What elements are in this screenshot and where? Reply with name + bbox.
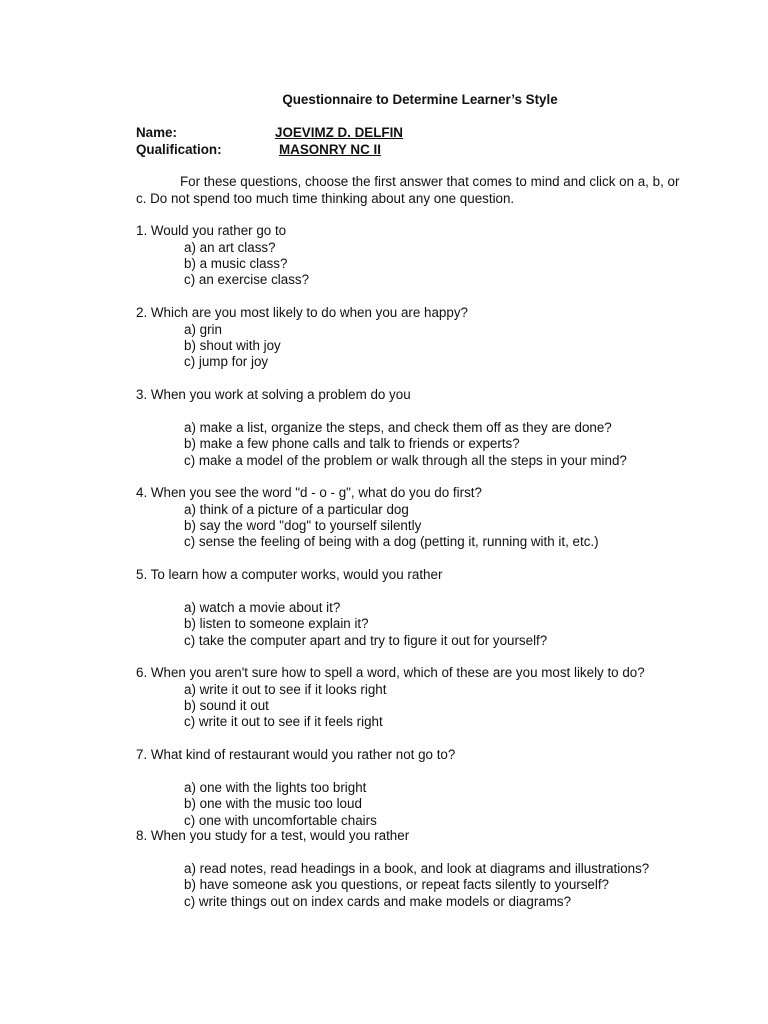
question-7 bbox=[136, 747, 455, 829]
option-a[interactable]: a) make a list, organize the steps, and check them off as they are done? bbox=[184, 420, 612, 435]
document-title: Questionnaire to Determine Learner’s Style bbox=[282, 92, 558, 107]
question-4 bbox=[136, 485, 599, 550]
option-b[interactable]: b) one with the music too loud bbox=[184, 796, 362, 812]
option-c[interactable]: c) take the computer apart and try to figure it out for yourself? bbox=[184, 632, 548, 648]
option-b[interactable]: b) listen to someone explain it? bbox=[184, 616, 369, 632]
option-list bbox=[136, 682, 645, 731]
option-a[interactable]: a) read notes, read headings in a book, and look at diagrams and illustrations? bbox=[184, 861, 650, 876]
option-a[interactable]: a) watch a movie about it? bbox=[184, 600, 341, 615]
option-c[interactable]: c) jump for joy bbox=[184, 354, 269, 370]
question-6 bbox=[136, 665, 645, 730]
instructions-paragraph: For these questions, choose the first answer that comes to mind and click on a, b, or c. Do not spend too much time thinking about any one question. bbox=[136, 174, 680, 206]
option-c[interactable]: c) sense the feeling of being with a dog (petting it, running with it, etc.) bbox=[184, 534, 599, 550]
qualification-value: MASONRY NC II bbox=[279, 142, 381, 157]
option-b[interactable]: b) have someone ask you questions, or repeat facts silently to yourself? bbox=[184, 877, 610, 893]
option-c[interactable]: c) one with uncomfortable chairs bbox=[184, 812, 377, 828]
option-c[interactable]: c) write it out to see if it feels right bbox=[184, 714, 383, 730]
question-stem: 6. When you aren't sure how to spell a word, which of these are you most likely to do? bbox=[136, 665, 645, 680]
option-list bbox=[136, 780, 455, 829]
option-a[interactable]: a) think of a picture of a particular dog bbox=[184, 501, 409, 517]
option-a[interactable]: a) write it out to see if it looks right bbox=[184, 681, 387, 697]
question-5 bbox=[136, 567, 547, 649]
option-b[interactable]: b) a music class? bbox=[184, 255, 288, 271]
qualification-label: Qualification: bbox=[136, 142, 222, 157]
option-b[interactable]: b) sound it out bbox=[184, 697, 269, 713]
option-b[interactable]: b) shout with joy bbox=[184, 337, 281, 353]
question-8 bbox=[136, 828, 649, 910]
question-stem: 4. When you see the word "d - o - g", what do you do first? bbox=[136, 485, 482, 500]
option-a[interactable]: a) grin bbox=[184, 321, 222, 337]
question-stem: 2. Which are you most likely to do when you are happy? bbox=[136, 305, 468, 320]
question-3 bbox=[136, 387, 627, 469]
question-stem: 1. Would you rather go to bbox=[136, 223, 287, 238]
name-label: Name: bbox=[136, 125, 177, 140]
option-a[interactable]: a) one with the lights too bright bbox=[184, 780, 367, 795]
option-list bbox=[136, 240, 309, 289]
option-b[interactable]: b) make a few phone calls and talk to friends or experts? bbox=[184, 436, 520, 452]
question-stem: 7. What kind of restaurant would you rather not go to? bbox=[136, 747, 456, 762]
option-c[interactable]: c) an exercise class? bbox=[184, 272, 310, 288]
option-list bbox=[136, 420, 627, 469]
name-value: JOEVIMZ D. DELFIN bbox=[275, 125, 403, 140]
option-list bbox=[136, 502, 599, 551]
question-stem: 5. To learn how a computer works, would you rather bbox=[136, 567, 443, 582]
question-2 bbox=[136, 305, 468, 370]
option-list bbox=[136, 861, 649, 910]
question-stem: 8. When you study for a test, would you rather bbox=[136, 828, 410, 843]
option-b[interactable]: b) say the word "dog" to yourself silently bbox=[184, 517, 422, 533]
option-list bbox=[136, 600, 547, 649]
option-list bbox=[136, 322, 468, 371]
option-c[interactable]: c) write things out on index cards and make models or diagrams? bbox=[184, 893, 572, 909]
question-1 bbox=[136, 223, 309, 288]
question-stem: 3. When you work at solving a problem do you bbox=[136, 387, 411, 402]
option-a[interactable]: a) an art class? bbox=[184, 239, 276, 255]
option-c[interactable]: c) make a model of the problem or walk through all the steps in your mind? bbox=[184, 452, 627, 468]
